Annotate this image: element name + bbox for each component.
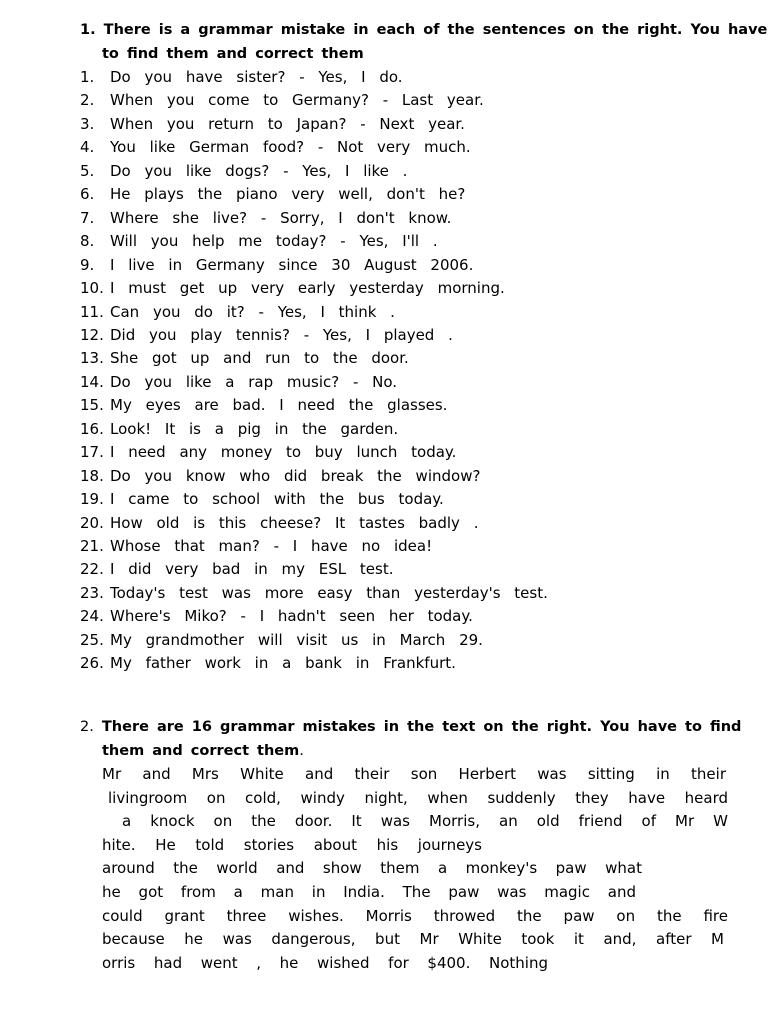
sentence-item [80, 394, 447, 417]
sentence-item [80, 488, 444, 511]
sentence-number: 19. [80, 490, 104, 509]
sentence-text: She got up and run to the door. [110, 349, 409, 368]
sentence-text: Do you like a rap music? - No. [110, 372, 398, 391]
sentence-number: 22. [80, 560, 104, 579]
sentence-text: Can you do it? - Yes, I think . [110, 302, 395, 321]
sentence-text: You like German food? - Not very much. [110, 138, 471, 157]
sentence-number: 13. [80, 349, 104, 368]
sentence-item [80, 254, 473, 277]
sentence-item [80, 605, 473, 628]
sentence-item [80, 160, 407, 183]
sentence-text: Do you have sister? - Yes, I do. [110, 68, 403, 86]
sentence-text: I live in Germany since 30 August 2006. [110, 255, 474, 274]
exercise-1-number: 1. [80, 22, 96, 38]
exercise-1-heading-text: There is a grammar mistake in each of the sentences on the right. You have [103, 22, 768, 38]
sentence-number: 5. [80, 161, 95, 180]
story-line: hite. He told stories about his journeys [102, 835, 482, 854]
sentence-number: 25. [80, 630, 104, 649]
sentence-item [80, 183, 465, 206]
sentence-text: Today's test was more easy than yesterday's test. [110, 583, 548, 602]
sentence-number: 4. [80, 138, 95, 157]
sentence-item [80, 324, 453, 347]
sentence-number: 17. [80, 443, 104, 462]
sentence-item [80, 113, 465, 136]
story-line: livingroom on cold, windy night, when suddenly they have heard [108, 788, 728, 807]
sentence-text: My grandmother will visit us in March 29. [110, 630, 483, 649]
sentence-text: Where she live? - Sorry, I don't know. [110, 208, 452, 227]
sentence-item [80, 207, 451, 230]
sentence-text: My father work in a bank in Frankfurt. [110, 654, 456, 673]
sentence-text: When you return to Japan? - Next year. [110, 114, 465, 133]
story-line: Mr and Mrs White and their son Herbert was sitting in their [102, 765, 726, 783]
sentence-item [80, 441, 456, 464]
sentence-item [80, 136, 471, 159]
sentence-number: 9. [80, 255, 95, 274]
sentence-number: 3. [80, 114, 95, 133]
story-line: orris had went , he wished for $400. Nothing [102, 953, 548, 972]
sentence-number: 21. [80, 537, 104, 555]
sentence-text: I came to school with the bus today. [110, 490, 444, 509]
story-line: could grant three wishes. Morris throwed the paw on the fire [102, 906, 728, 925]
story-line: around the world and show them a monkey's paw what [102, 859, 642, 878]
sentence-number: 8. [80, 232, 95, 251]
sentence-item [80, 465, 480, 488]
sentence-item [80, 277, 505, 300]
sentence-item [80, 301, 395, 324]
exercise-2-heading [80, 716, 741, 739]
sentence-item [80, 558, 394, 581]
sentence-item [80, 66, 403, 89]
sentence-item [80, 371, 397, 394]
sentence-number: 20. [80, 513, 104, 532]
sentence-item [80, 512, 478, 535]
sentence-number: 16. [80, 419, 104, 438]
sentence-number: 7. [80, 208, 95, 227]
story-line: a knock on the door. It was Morris, an old friend of Mr W [122, 812, 728, 831]
sentence-item [80, 347, 409, 370]
sentence-number: 2. [80, 91, 95, 110]
sentence-text: Do you like dogs? - Yes, I like . [110, 161, 408, 180]
sentence-item [80, 652, 456, 675]
sentence-text: My eyes are bad. I need the glasses. [110, 396, 448, 415]
exercise-1-heading-line-2: to find them and correct them [102, 46, 364, 62]
story-line: he got from a man in India. The paw was magic and [102, 883, 636, 901]
sentence-number: 6. [80, 185, 95, 204]
sentence-text: Whose that man? - I have no idea! [110, 537, 433, 555]
exercise-2-heading-line-2: them and correct them. [102, 743, 304, 759]
sentence-text: When you come to Germany? - Last year. [110, 91, 484, 110]
sentence-number: 18. [80, 466, 104, 485]
sentence-number: 14. [80, 372, 104, 391]
sentence-text: I did very bad in my ESL test. [110, 560, 394, 579]
sentence-text: I need any money to buy lunch today. [110, 443, 457, 462]
sentence-item [80, 418, 398, 441]
sentence-number: 26. [80, 654, 104, 673]
story-line: because he was dangerous, but Mr White took it and, after M [102, 930, 724, 949]
exercise-2-number: 2. [80, 719, 94, 735]
sentence-number: 24. [80, 607, 104, 626]
sentence-item [80, 89, 484, 112]
sentence-item [80, 582, 548, 605]
sentence-item [80, 230, 438, 253]
sentence-item [80, 629, 483, 652]
sentence-number: 15. [80, 396, 104, 415]
sentence-number: 23. [80, 583, 104, 602]
sentence-number: 1. [80, 68, 95, 86]
exercise-1-heading [80, 19, 767, 42]
sentence-text: Will you help me today? - Yes, I'll . [110, 232, 438, 251]
exercise-2-heading-text: There are 16 grammar mistakes in the text on the right. You have to find [101, 719, 742, 735]
sentence-text: Did you play tennis? - Yes, I played . [110, 325, 453, 344]
sentence-number: 10. [80, 279, 104, 298]
sentence-text: He plays the piano very well, don't he? [110, 185, 466, 204]
sentence-text: How old is this cheese? It tastes badly . [110, 513, 479, 532]
sentence-text: Where's Miko? - I hadn't seen her today. [110, 607, 473, 626]
sentence-number: 11. [80, 302, 104, 321]
sentence-number: 12. [80, 325, 104, 344]
sentence-text: Do you know who did break the window? [110, 466, 481, 485]
sentence-text: I must get up very early yesterday morning. [110, 279, 505, 298]
sentence-item [80, 535, 432, 558]
sentence-text: Look! It is a pig in the garden. [110, 419, 399, 438]
